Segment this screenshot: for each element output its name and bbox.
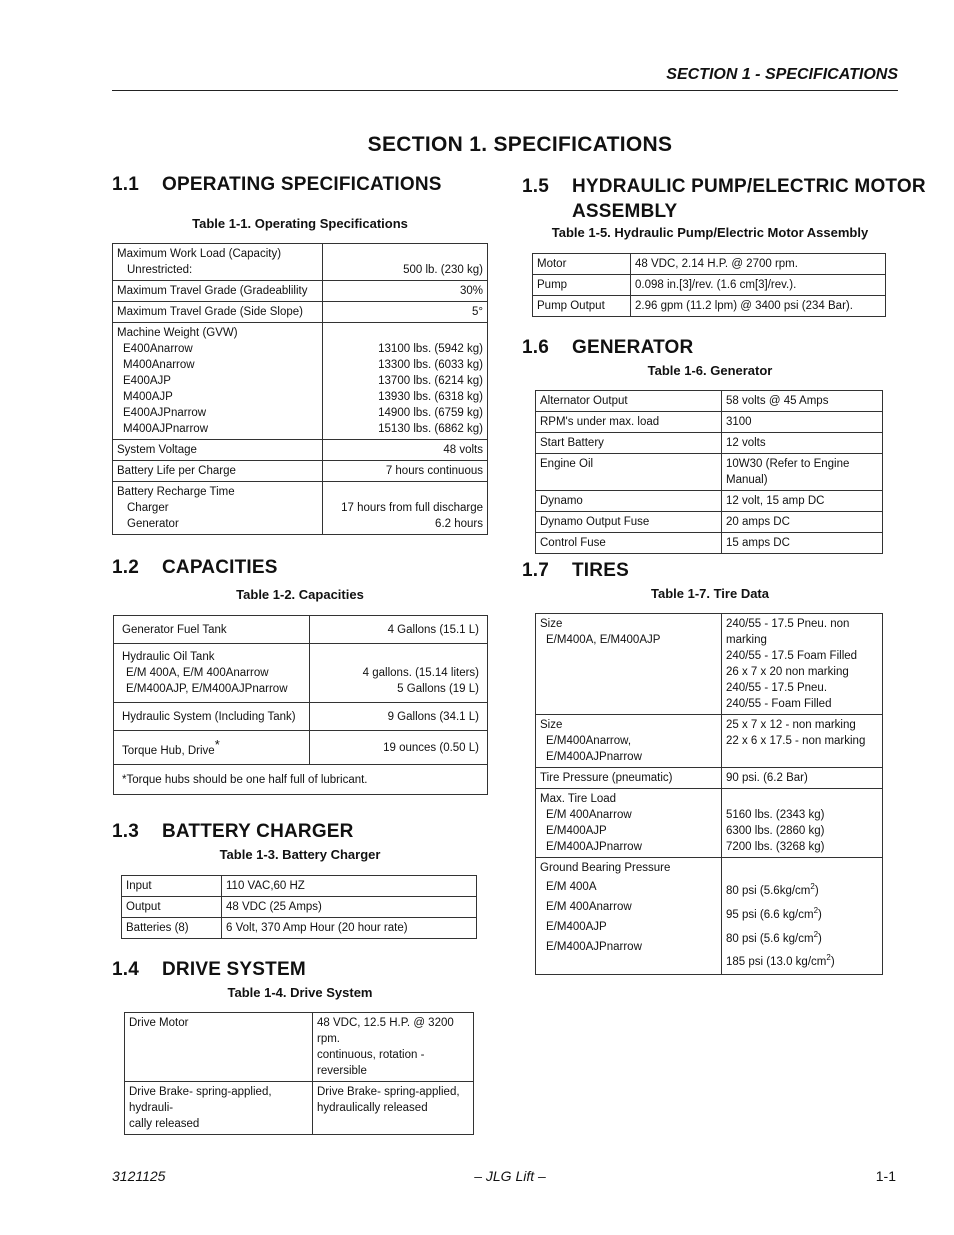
row-value: 48 VDC, 12.5 H.P. @ 3200 rpm.: [317, 1017, 454, 1045]
heading-number: 1.3: [112, 821, 140, 842]
row-value: 500 lb. (230 kg): [403, 264, 483, 276]
table-row: [536, 715, 883, 768]
table-row: [536, 433, 883, 454]
model-name: E/M 400A: [546, 881, 597, 893]
model-name: E/M 400Anarrow: [546, 901, 632, 913]
tire-size: 26 x 7 x 20 non marking: [726, 666, 849, 678]
table-cell: [323, 244, 488, 281]
row-label: Battery Recharge Time: [117, 486, 235, 498]
table-cell: [536, 715, 722, 768]
table-row: [536, 391, 883, 412]
table-cell: Start Battery: [536, 433, 722, 454]
row-value: 5 Gallons (19 L): [397, 683, 479, 695]
heading-text: BATTERY CHARGER: [162, 821, 354, 842]
model-name: E400AJPnarrow: [123, 407, 207, 419]
table-note: *Torque hubs should be one half full of lubricant.: [114, 765, 488, 795]
table-cell: Engine Oil: [536, 454, 722, 491]
heading-text: DRIVE SYSTEM: [162, 959, 306, 980]
model-name: E/M 400Anarrow: [546, 809, 632, 821]
bearing-pressure: 80 psi (5.6 $kg/cm^2$): [726, 929, 822, 945]
row-label: Size: [540, 618, 563, 630]
table-cell: [722, 858, 883, 975]
weight-value: 13930 lbs. (6318 kg): [378, 391, 483, 403]
header-rule: [112, 90, 898, 91]
model-name: E400Anarrow: [123, 343, 193, 355]
row-label: Hydraulic Oil Tank: [122, 651, 215, 663]
weight-value: 15130 lbs. (6862 kg): [378, 423, 483, 435]
table-cell: Pump Output: [533, 296, 631, 317]
row-sublabel: E/M400AJP, E/M400AJPnarrow: [126, 683, 288, 695]
table-row: [113, 302, 488, 323]
table-row: [114, 703, 488, 731]
table-cell: 30%: [323, 281, 488, 302]
table-cell: 4 Gallons (15.1 L): [310, 616, 488, 644]
table-cell: 110 VAC,60 HZ: [222, 876, 477, 897]
weight-value: 13700 lbs. (6214 kg): [378, 375, 483, 387]
table-cell: Batteries (8): [122, 918, 222, 939]
hydraulic-pump-table: [532, 253, 886, 317]
heading-text: OPERATING SPECIFICATIONS: [162, 174, 442, 195]
table-row: [113, 440, 488, 461]
model-name: E/M400AJPnarrow: [546, 841, 642, 853]
table-cell: [125, 1082, 313, 1135]
table-1-7-caption: Table 1-7. Tire Data: [650, 586, 769, 601]
table-cell: 48 volts: [323, 440, 488, 461]
table-row: [122, 918, 477, 939]
tire-size: 240/55 - 17.5 Foam Filled: [726, 650, 858, 662]
heading-number: 1.1: [112, 174, 140, 195]
drive-system-table: [124, 1012, 474, 1135]
row-value: 6.2 hours: [435, 518, 483, 530]
table-cell: 10W30 (Refer to Engine Manual): [722, 454, 883, 491]
table-cell: [313, 1082, 474, 1135]
table-cell: Dynamo: [536, 491, 722, 512]
table-cell: [113, 244, 323, 281]
table-cell: Motor: [533, 254, 631, 275]
table-cell: 2.96 gpm (11.2 lpm) @ 3400 psi (234 Bar).: [631, 296, 886, 317]
table-row: [122, 876, 477, 897]
row-label: Drive Brake- spring-applied, hydrauli-: [129, 1086, 272, 1114]
table-1-2-caption: Table 1-2. Capacities: [236, 587, 364, 602]
table-cell: 6 Volt, 370 Amp Hour (20 hour rate): [222, 918, 477, 939]
table-row: [536, 858, 883, 975]
weight-value: 13300 lbs. (6033 kg): [378, 359, 483, 371]
weight-value: 13100 lbs. (5942 kg): [378, 343, 483, 355]
table-cell: 12 volts: [722, 433, 883, 454]
model-name: E400AJP: [123, 375, 171, 387]
model-name: E/M400AJPnarrow: [546, 941, 642, 953]
heading-1-3: [112, 821, 354, 843]
running-header: SECTION 1 - SPECIFICATIONS: [666, 66, 898, 83]
table-row: [536, 412, 883, 433]
table-row: [114, 616, 488, 644]
row-value: hydraulically released: [317, 1102, 428, 1114]
heading-1-5: [522, 174, 926, 224]
bearing-pressure: 80 psi $(5.6kg/cm^2)$: [726, 882, 819, 897]
tire-data-table: [535, 613, 883, 975]
row-sublabel: E/M 400A, E/M 400Anarrow: [126, 667, 269, 679]
table-row: [536, 768, 883, 789]
operating-specs-table: [112, 243, 488, 535]
tire-size: 25 x 7 x 12 - non marking: [726, 719, 856, 731]
table-row: [536, 789, 883, 858]
row-value: continuous, rotation - reversible: [317, 1049, 425, 1077]
table-cell: 9 Gallons (34.1 L): [310, 703, 488, 731]
table-cell: Tire Pressure (pneumatic): [536, 768, 722, 789]
table-cell: Dynamo Output Fuse: [536, 512, 722, 533]
table-row: [114, 644, 488, 703]
page-number: 1-1: [875, 1168, 896, 1184]
row-value: 17 hours from full discharge: [341, 502, 483, 514]
table-row: [536, 512, 883, 533]
table-cell: [310, 644, 488, 703]
table-cell: [114, 731, 310, 765]
table-cell: 12 volt, 15 amp DC: [722, 491, 883, 512]
row-value: Drive Brake- spring-applied,: [317, 1086, 460, 1098]
table-cell: [313, 1013, 474, 1082]
table-cell: 0.098 in.[3]/rev. (1.6 cm[3]/rev.).: [631, 275, 886, 296]
row-label: Machine Weight (GVW): [117, 327, 238, 339]
heading-text: CAPACITIES: [162, 557, 278, 578]
table-1-4-caption: Table 1-4. Drive System: [227, 985, 373, 1000]
table-cell: 48 VDC, 2.14 H.P. @ 2700 rpm.: [631, 254, 886, 275]
table-cell: [536, 789, 722, 858]
row-value: 4 gallons. (15.14 liters): [362, 667, 479, 679]
table-cell: [114, 644, 310, 703]
table-cell: [113, 482, 323, 535]
table-cell: 58 volts @ 45 Amps: [722, 391, 883, 412]
row-label: Ground Bearing Pressure: [540, 862, 671, 874]
row-label: Max. Tire Load: [540, 793, 617, 805]
weight-value: 14900 lbs. (6759 kg): [378, 407, 483, 419]
model-name: M400Anarrow: [123, 359, 195, 371]
table-row: [533, 296, 886, 317]
table-cell: [722, 715, 883, 768]
table-row: [114, 731, 488, 765]
table-cell: Maximum Travel Grade (Side Slope): [113, 302, 323, 323]
table-cell: [323, 323, 488, 440]
generator-table: [535, 390, 883, 554]
heading-1-6: [522, 337, 693, 359]
heading-number: 1.5: [522, 176, 550, 197]
tire-size: 240/55 - 17.5 Pneu. non marking: [726, 618, 850, 646]
table-row: [536, 614, 883, 715]
row-sublabel: Generator: [127, 518, 179, 530]
table-cell: Hydraulic System (Including Tank): [114, 703, 310, 731]
table-row: [533, 275, 886, 296]
table-cell: 3100: [722, 412, 883, 433]
table-row: [114, 765, 488, 795]
row-sublabel: E/M400Anarrow, E/M400AJPnarrow: [546, 735, 642, 763]
table-row: [122, 897, 477, 918]
table-row: [125, 1082, 474, 1135]
table-1-5-caption: Table 1-5. Hydraulic Pump/Electric Motor Assembly: [551, 225, 869, 240]
doc-number: 3121125: [112, 1168, 166, 1184]
table-cell: Battery Life per Charge: [113, 461, 323, 482]
table-cell: 90 psi. (6.2 Bar): [722, 768, 883, 789]
tire-size: 22 x 6 x 17.5 - non marking: [726, 735, 866, 747]
table-cell: Generator Fuel Tank: [114, 616, 310, 644]
table-cell: [323, 482, 488, 535]
table-cell: Input: [122, 876, 222, 897]
model-name: E/M400AJP: [546, 825, 607, 837]
table-cell: 48 VDC (25 Amps): [222, 897, 477, 918]
row-label: Maximum Work Load (Capacity): [117, 248, 282, 260]
battery-charger-table: [121, 875, 477, 939]
bearing-pressure: 185 psi (13.0 $kg/cm^2$): [726, 953, 835, 969]
tire-size: 240/55 - 17.5 Pneu.: [726, 682, 828, 694]
heading-text: ASSEMBLY: [572, 201, 678, 222]
heading-text: HYDRAULIC PUMP/ELECTRIC MOTOR: [572, 176, 926, 197]
row-sublabel: E/M400A, E/M400AJP: [546, 634, 661, 646]
table-cell: 19 ounces (0.50 L): [310, 731, 488, 765]
table-1-1-caption: Table 1-1. Operating Specifications: [192, 216, 408, 231]
table-cell: [722, 614, 883, 715]
table-row: [536, 491, 883, 512]
heading-number: 1.6: [522, 337, 550, 358]
table-cell: Drive Motor: [125, 1013, 313, 1082]
table-row: [113, 244, 488, 281]
table-row: [113, 281, 488, 302]
model-name: M400AJPnarrow: [123, 423, 209, 435]
heading-1-4: [112, 959, 306, 981]
table-1-6-caption: Table 1-6. Generator: [647, 363, 773, 378]
table-cell: [536, 614, 722, 715]
section-title: SECTION 1. SPECIFICATIONS: [367, 133, 673, 156]
table-row: [113, 482, 488, 535]
row-label: Size: [540, 719, 563, 731]
table-row: [113, 323, 488, 440]
table-1-3-caption: Table 1-3. Battery Charger: [219, 847, 381, 862]
model-name: E/M400AJP: [546, 921, 607, 933]
table-cell: RPM's under max. load: [536, 412, 722, 433]
publisher: – JLG Lift –: [474, 1168, 546, 1184]
heading-1-2: [112, 557, 278, 579]
table-cell: Maximum Travel Grade (Gradeablility: [113, 281, 323, 302]
footnote-marker: *: [214, 736, 220, 752]
heading-number: 1.7: [522, 560, 550, 581]
tire-load: 6300 lbs. (2860 kg): [726, 825, 825, 837]
table-row: [536, 454, 883, 491]
table-cell: [536, 858, 722, 975]
table-cell: [722, 789, 883, 858]
tire-load: 5160 lbs. (2343 kg): [726, 809, 825, 821]
model-name: M400AJP: [123, 391, 173, 403]
table-cell: 5°: [323, 302, 488, 323]
table-row: [113, 461, 488, 482]
table-cell: System Voltage: [113, 440, 323, 461]
row-label: cally released: [129, 1118, 200, 1130]
heading-1-1: [112, 174, 442, 196]
table-cell: 15 amps DC: [722, 533, 883, 554]
tire-size: 240/55 - Foam Filled: [726, 698, 832, 710]
table-cell: [113, 323, 323, 440]
table-cell: 20 amps DC: [722, 512, 883, 533]
table-cell: 7 hours continuous: [323, 461, 488, 482]
table-cell: Output: [122, 897, 222, 918]
table-cell: Pump: [533, 275, 631, 296]
table-row: [125, 1013, 474, 1082]
table-cell: Alternator Output: [536, 391, 722, 412]
row-sublabel: Unrestricted:: [127, 264, 193, 276]
table-row: [536, 533, 883, 554]
row-sublabel: Charger: [127, 502, 169, 514]
heading-number: 1.2: [112, 557, 140, 578]
capacities-table: [113, 615, 488, 795]
heading-text: TIRES: [572, 560, 629, 581]
table-row: [533, 254, 886, 275]
heading-number: 1.4: [112, 959, 140, 980]
bearing-pressure: 95 psi (6.6 $kg/cm^2$): [726, 905, 822, 921]
row-label: Torque Hub, Drive: [122, 744, 215, 757]
table-cell: Control Fuse: [536, 533, 722, 554]
tire-load: 7200 lbs. (3268 kg): [726, 841, 825, 853]
heading-1-7: [522, 560, 629, 582]
heading-text: GENERATOR: [572, 337, 694, 358]
